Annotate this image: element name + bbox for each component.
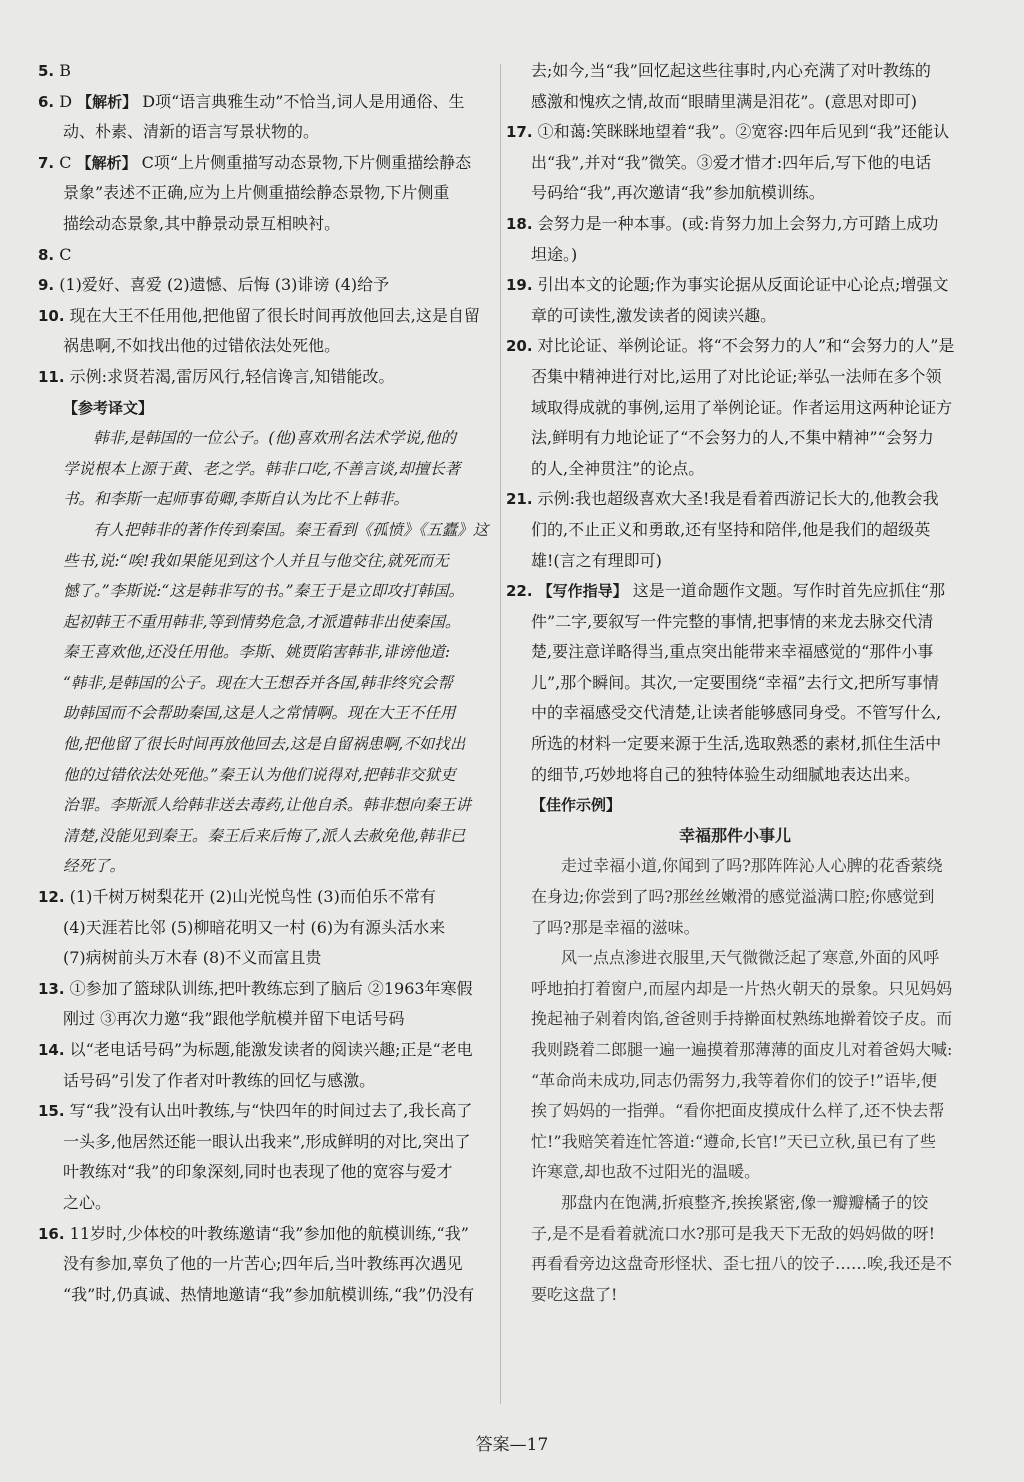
right-text-line: 忙!”我赔笑着连忙答道:“遵命,长官!”天已立秋,虽已有了些 [531,1131,936,1151]
right-text-line: 风一点点渗进衣服里,天气微微泛起了寒意,外面的风呼 [561,948,940,968]
left-text-line: 8. C [38,244,72,264]
right-text-line: 们的,不止正义和勇敢,还有坚持和陪伴,他是我们的超级英 [531,519,931,539]
right-text-line: 走过幸福小道,你闻到了吗?那阵阵沁人心脾的花香萦绕 [561,856,943,876]
right-text-line: 【佳作示例】 [531,796,622,815]
left-text-line: 秦王喜欢他,还没任用他。李斯、姚贾陷害韩非,诽谤他道: [63,643,451,662]
left-text-line: 他的过错依法处死他。”秦王认为他们说得对,把韩非交狱吏 [63,765,456,784]
left-text-line: 书。和李斯一起师事荀卿,李斯自认为比不上韩非。 [63,490,409,509]
left-text-line: 韩非,是韩国的一位公子。(他)喜欢刑名法术学说,他的 [93,429,456,448]
left-text-line: 景象”表述不正确,应为上片侧重描绘静态景物,下片侧重 [63,183,450,203]
right-text-line: 要吃这盘了! [531,1284,618,1304]
left-text-line: 15. 写“我”没有认出叶教练,与“快四年的时间过去了,我长高了 [38,1101,473,1121]
left-text-line: 没有参加,辜负了他的一片苦心;四年后,当叶教练再次遇见 [63,1254,463,1274]
left-text-line: 憾了。”李斯说:“这是韩非写的书。”秦王于是立即攻打韩国。 [63,582,464,601]
right-text-line: 19. 引出本文的论题;作为事实论据从反面论证中心论点;增强文 [506,275,949,295]
right-text-line: 出“我”,并对“我”微笑。③爱才惜才:四年后,写下他的电话 [531,152,932,172]
right-text-line: 否集中精神进行对比,运用了对比论证;举弘一法师在多个领 [531,366,942,386]
left-text-line: 16. 11岁时,少体校的叶教练邀请“我”参加他的航模训练,“我” [38,1223,469,1243]
left-text-line: (4)天涯若比邻 (5)柳暗花明又一村 (6)为有源头活水来 [63,917,446,937]
column-divider [500,64,501,1404]
right-text-line: 中的幸福感受交代清楚,让读者能够感同身受。不管写什么, [531,703,942,723]
left-text-line: 10. 现在大王不任用他,把他留了很长时间再放他回去,这是自留 [38,305,480,325]
right-text-line: 域取得成就的事例,运用了举例论证。作者运用这两种论证方 [531,397,953,417]
left-text-line: 经死了。 [63,857,126,876]
right-text-line: 许寒意,却也敌不过阳光的温暖。 [531,1162,761,1182]
left-text-line: (7)病树前头万木春 (8)不义而富且贵 [63,948,322,968]
left-text-line: 清楚,没能见到秦王。秦王后来后悔了,派人去赦免他,韩非已 [63,826,466,845]
left-text-line: 11. 示例:求贤若渴,雷厉风行,轻信谗言,知错能改。 [38,366,395,386]
left-text-line: 【参考译文】 [63,398,154,417]
left-text-line: 祸患啊,不如找出他的过错依法处死他。 [63,336,341,356]
right-text-line: 的人,全神贯注”的论点。 [531,458,705,478]
left-text-line: 他,把他留了很长时间再放他回去,这是自留祸患啊,不如找出 [63,735,466,754]
right-text-line: 幸福那件小事儿 [678,825,791,845]
right-text-line: 所选的材料一定要来源于生活,选取熟悉的素材,抓住生活中 [531,734,942,754]
right-text-line: 法,鲜明有力地论证了“不会努力的人,不集中精神”“会努力 [531,428,934,448]
right-text-line: 子,是不是看着就流口水?那可是我天下无敌的妈妈做的呀! [531,1223,936,1243]
right-text-line: 去;如今,当“我”回忆起这些往事时,内心充满了对叶教练的 [531,61,931,80]
left-text-line: 刚过 ③再次力邀“我”跟他学航模并留下电话号码 [63,1009,405,1029]
left-text-line: 起初韩王不重用韩非,等到情势危急,才派遣韩非出使秦国。 [63,612,461,631]
right-text-line: 那盘内在饱满,折痕整齐,挨挨紧密,像一瓣瓣橘子的饺 [561,1192,929,1212]
left-text-line: 13. ①参加了篮球队训练,把叶教练忘到了脑后 ②1963年寒假 [38,978,473,998]
left-text-line: 动、朴素、清新的语言写景状物的。 [63,122,320,142]
right-text-line: 坦途。) [531,244,578,264]
left-text-line: 治罪。李斯派人给韩非送去毒药,让他自杀。韩非想向秦王讲 [63,796,471,815]
left-text-line: 话号码”引发了作者对叶教练的回忆与感激。 [63,1070,376,1090]
right-text-line: 20. 对比论证、举例论证。将“不会努力的人”和“会努力的人”是 [506,336,955,356]
right-text-line: 号码给“我”,再次邀请“我”参加航模训练。 [531,183,825,203]
right-text-line: 雄!(言之有理即可) [531,550,662,570]
right-text-line: 儿”,那个瞬间。其次,一定要围绕“幸福”去行文,把所写事情 [531,672,939,692]
left-text-line: 9. (1)爱好、喜爱 (2)遗憾、后悔 (3)诽谤 (4)给予 [38,275,390,295]
right-text-line: 我则跷着二郎腿一遍一遍摸着那薄薄的面皮儿对着爸妈大喊: [531,1040,953,1059]
left-text-line: 叶教练对“我”的印象深刻,同时也表现了他的宽容与爱才 [63,1162,453,1182]
right-text-line: “革命尚未成功,同志仍需努力,我等着你们的饺子!”语毕,便 [531,1070,938,1090]
right-column [506,56,964,1310]
left-text-line: 些书,说:“唉!我如果能见到这个人并且与他交往,就死而无 [63,551,449,570]
left-text-line: 一头多,他居然还能一眼认出我来”,形成鲜明的对比,突出了 [63,1131,471,1151]
page-footer: 答案—17 [475,1435,549,1455]
left-text-line: “韩非,是韩国的公子。现在大王想吞并各国,韩非终究会帮 [63,673,453,692]
left-text-line: 6. D 【解析】 D项“语言典雅生动”不恰当,词人是用通俗、生 [38,91,465,111]
left-text-line: 有人把韩非的著作传到秦国。秦王看到《孤愤》《五蠹》这 [93,520,489,539]
left-text-line: 5. B [38,61,71,80]
right-text-line: 在身边;你尝到了吗?那丝丝嫩滑的感觉溢满口腔;你感觉到 [531,887,935,907]
left-text-line: 描绘动态景象,其中静景动景互相映衬。 [63,213,341,233]
right-text-line: 件”二字,要叙写一件完整的事情,把事情的来龙去脉交代清 [531,611,934,631]
left-text-line: 7. C 【解析】 C项“上片侧重描写动态景物,下片侧重描绘静态 [38,152,472,172]
left-text-line: 之心。 [63,1192,112,1212]
left-text-line: 助韩国而不会帮助秦国,这是人之常情啊。现在大王不任用 [63,704,456,723]
right-text-line: 章的可读性,激发读者的阅读兴趣。 [531,305,777,325]
right-text-line: 挨了妈妈的一指弹。“看你把面皮摸成什么样了,还不快去帮 [531,1101,945,1121]
right-text-line: 22. 【写作指导】 这是一道命题作文题。写作时首先应抓住“那 [506,581,945,601]
left-text-line: “我”时,仍真诚、热情地邀请“我”参加航模训练,“我”仍没有 [63,1284,475,1304]
right-text-line: 的细节,巧妙地将自己的独特体验生动细腻地表达出来。 [531,764,921,784]
right-text-line: 感激和愧疚之情,故而“眼睛里满是泪花”。(意思对即可) [531,91,917,111]
right-text-line: 18. 会努力是一种本事。(或:肯努力加上会努力,方可踏上成功 [506,213,939,233]
right-text-line: 挽起袖子剁着肉馅,爸爸则手持擀面杖熟练地擀着饺子皮。而 [531,1009,953,1029]
right-text-line: 21. 示例:我也超级喜欢大圣!我是看着西游记长大的,他教会我 [506,489,939,509]
left-text-line: 学说根本上源于黄、老之学。韩非口吃,不善言谈,却擅长著 [63,459,461,478]
right-text-line: 呼地拍打着窗户,而屋内却是一片热火朝天的景象。只见妈妈 [531,978,953,998]
right-text-line: 楚,要注意详略得当,重点突出能带来幸福感觉的“那件小事 [531,642,934,662]
left-text-line: 14. 以“老电话号码”为标题,能激发读者的阅读兴趣;正是“老电 [38,1040,473,1059]
right-text-line: 再看看旁边这盘奇形怪状、歪七扭八的饺子……唉,我还是不 [531,1254,953,1274]
left-column [38,56,494,1310]
left-text-line: 12. (1)千树万树梨花开 (2)山光悦鸟性 (3)而伯乐不常有 [38,887,436,907]
right-text-line: 了吗?那是幸福的滋味。 [531,917,700,937]
right-text-line: 17. ①和蔼:笑眯眯地望着“我”。②宽容:四年后见到“我”还能认 [506,122,950,142]
